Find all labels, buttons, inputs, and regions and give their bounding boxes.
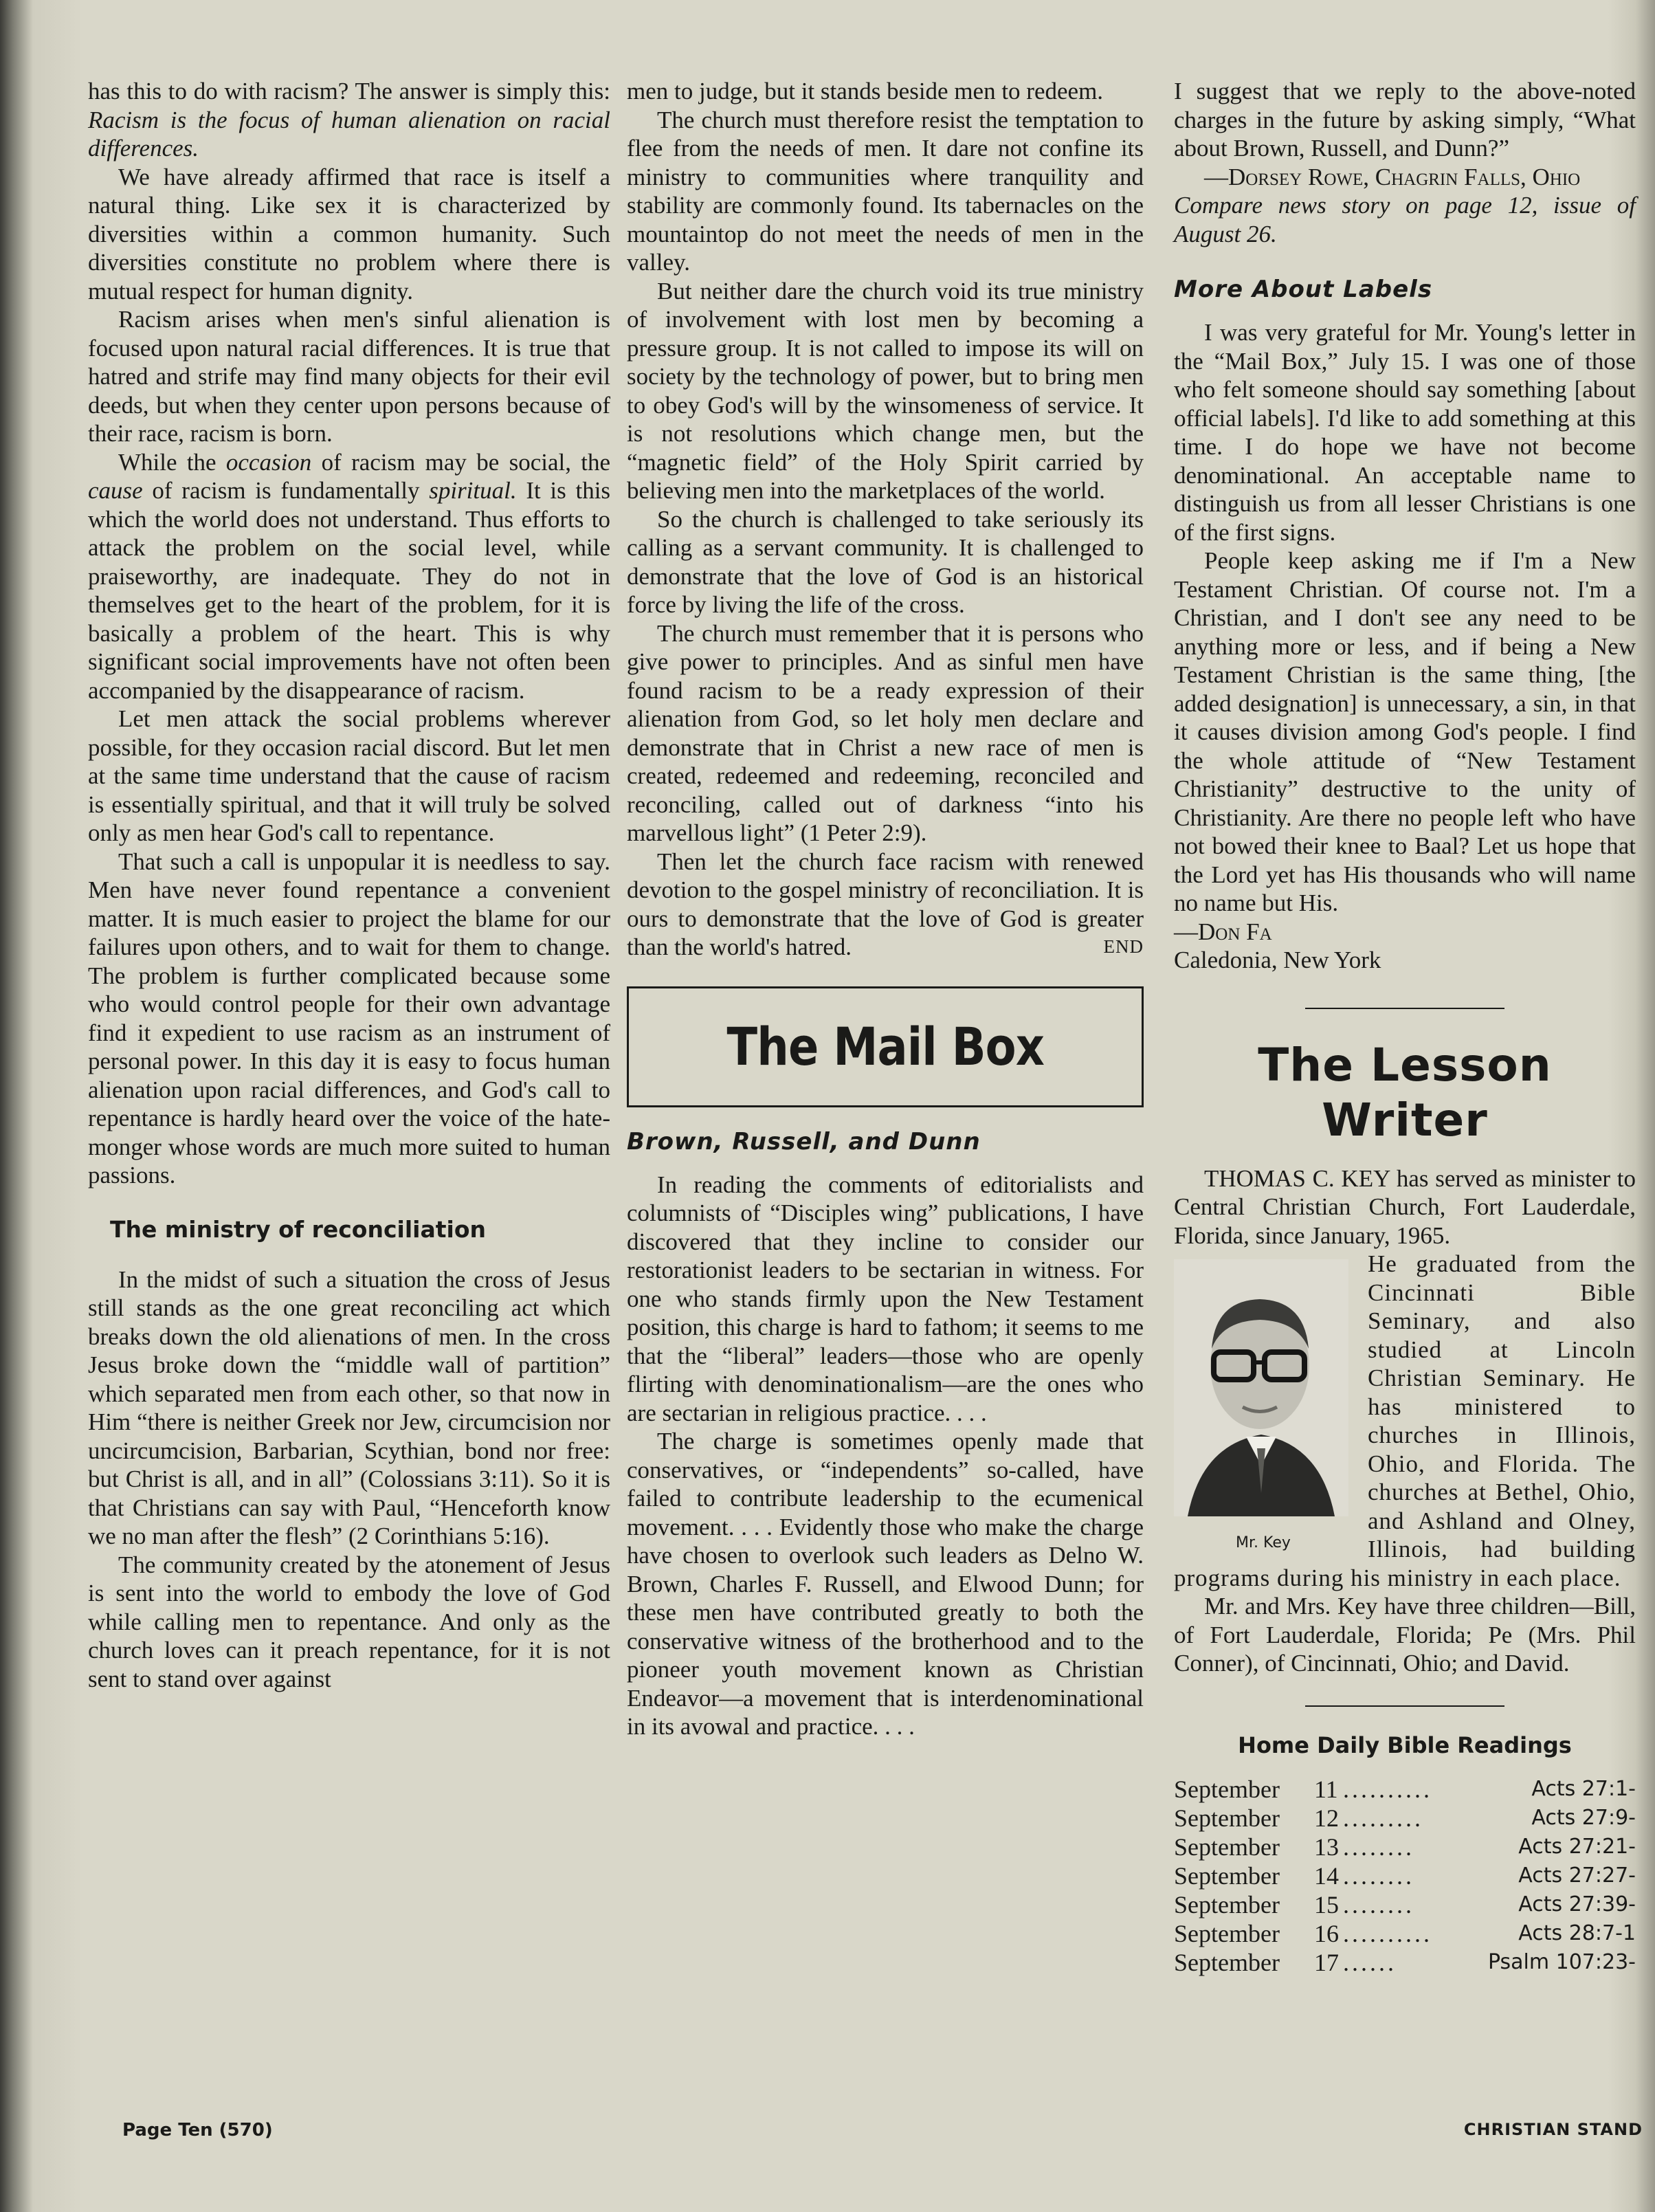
reading-dots: ...... [1343, 1949, 1397, 1976]
reading-row [1174, 1804, 1636, 1833]
text-run: Then let the church face racism with renewed devotion to the gospel ministry of reconciliation. It is ours to demonstrate that the love of God is greater than the world's hatred. [627, 848, 1144, 960]
end-mark: END [1103, 936, 1144, 957]
paragraph: Let men attack the social problems wherever possible, for they occasion racial discord. But let men at the same time understand that the cause of racism is essentially spiritual, and that it will truly be solved only as men hear God's call to repentance. [88, 705, 610, 846]
reading-ref: Acts 27:9- [1531, 1806, 1636, 1830]
paragraph: That such a call is unpopular it is needless to say. Men have never found repentance a convenient matter. It is much easier to project the blame for our failures upon others, and to wait for them to change. The problem is further complicated because some who would control people for their own advantage find it expedient to use racism as an instrument of personal power. In this day it is easy to focus human alienation upon racial differences, and God's call to repentance is hardly heard over the voice of the hate-monger whose words are much more suited to human passions. [88, 848, 610, 1188]
paragraph [627, 848, 1144, 962]
paragraph: Mr. and Mrs. Key have three children—Bill, of Fort Lauderdale, Florida; Pe (Mrs. Phil Conner), of Cincinnati, Ohio; and David. [1174, 1593, 1636, 1677]
letter-signature: —Dorsey Rowe, Chagrin Falls, Ohio [1204, 163, 1581, 190]
section-heading: The ministry of reconciliation [110, 1215, 486, 1243]
reading-ref: Acts 27:27- [1518, 1863, 1636, 1888]
reading-dots: ........ [1343, 1833, 1414, 1861]
portrait-figure [1174, 1259, 1353, 1558]
magazine-name: CHRISTIAN STAND [1463, 2120, 1643, 2139]
mail-box-banner [627, 986, 1144, 1107]
mail-box-title: The Mail Box [726, 1015, 1044, 1077]
reading-dots: .......... [1343, 1920, 1432, 1947]
reading-row [1174, 1775, 1636, 1804]
paragraph: He graduated from the Cincinnati Bible Seminary, and also studied at Lincoln Christian Seminary. He has ministered to churches in Illinois, Ohio, and Florida. The churches at Bethel, Ohio, and Ashland and Olney, Illinois, had building programs during his ministry in each place. [1174, 1250, 1636, 1591]
paragraph: The church must therefore resist the temptation to flee from the needs of men. It dare not confine its ministry to communities where tranquility and stability are commonly found. Its tabernacles on the mountaintop do not meet the needs of men in the valley. [627, 106, 1144, 276]
emphasis-text: Racism is the focus of human alienation on racial differences. [88, 106, 610, 162]
paragraph: In the midst of such a situation the cross of Jesus still stands as the one great reconciling act which breaks down the old alienations of men. In the cross Jesus broke down the “middle wall of partition” which separated men from each other, so that now in Him “there is neither Greek nor Jew, circumcision nor uncircumcision, Barbarian, Scythian, bond nor free: but Christ is all, and in all” (Colossians 3:11). So it is that Christians can say with Paul, “Henceforth know we no man after the flesh” (2 Corinthians 5:16). [88, 1265, 610, 1549]
letter-signature: —Don Fa [1174, 918, 1272, 945]
letter-heading: Brown, Russell, and Dunn [627, 1127, 981, 1155]
text-run: has this to do with racism? The answer is simply this: [88, 78, 610, 104]
paragraph: People keep asking me if I'm a New Testament Christian. Of course not. I'm a Christian, and I don't see any need to be anything more or less, and if being a New Testament Christian is the same thing, [the added designation] is unnecessary, a sin, in that it causes division among God's people. I find the whole attitude of “New Testament Christianity” destructive to the unity of Christianity. Are there no people left who have not bowed their knee to Baal? Let us hope that the Lord yet has His thousands who will name no name but His. [1174, 547, 1636, 916]
reading-month: September [1174, 1862, 1280, 1890]
reading-month: September [1174, 1804, 1280, 1832]
letter-heading: More About Labels [1174, 276, 1433, 303]
reading-ref: Acts 27:1- [1531, 1777, 1636, 1801]
paragraph: I suggest that we reply to the above-noted charges in the future by asking simply, “What about Brown, Russell, and Dunn?” [1174, 78, 1636, 162]
paragraph: But neither dare the church void its true ministry of involvement with lost men by becoming a pressure group. It is not called to impose its will on society by the technology of power, but to bring men to obey God's will by the winsomeness of service. It is not resolutions which change men, but the “magnetic field” of the Holy Spirit carried by believing men into the marketplaces of the world. [627, 277, 1144, 504]
paragraph: The charge is sometimes openly made that conservatives, or “independents” so-called, have failed to contribute leadership to the ecumenical movement. . . . Evidently those who make the charge have chosen to overlook such leaders as Delno W. Brown, Charles F. Russell, and Elwood Dunn; for these men have contributed greatly to both the conservative witness of the brotherhood and to the pioneer youth movement known as Christian Endeavor—a movement that is interdenominational in its avowal and practice. . . . [627, 1428, 1144, 1740]
reading-row [1174, 1919, 1636, 1948]
divider [1305, 1008, 1504, 1009]
lesson-writer-title: The Lesson Writer [1258, 1038, 1552, 1147]
reading-ref: Psalm 107:23- [1487, 1950, 1636, 1974]
reading-month: September [1174, 1833, 1280, 1861]
readings-title: Home Daily Bible Readings [1238, 1732, 1572, 1758]
text-run: While the [118, 448, 216, 476]
paragraph: We have already affirmed that race is itself a natural thing. Like sex it is characterized by diversities within a common humanity. Such diversities constitute no problem where there is mutual respect for human dignity. [88, 163, 610, 305]
portrait-image [1174, 1259, 1348, 1516]
readings-list [1174, 1775, 1636, 1977]
reading-row [1174, 1948, 1636, 1977]
page-number: Page Ten (570) [122, 2120, 273, 2141]
reading-row [1174, 1833, 1636, 1861]
paragraph: I was very grateful for Mr. Young's letter in the “Mail Box,” July 15. I was one of those who felt someone should say something [about official labels]. I'd like to add something at this time. I do hope we have not become denominational. An acceptable name to distinguish us from all lesser Christians is one of the first signs. [1174, 319, 1636, 546]
paragraph [88, 448, 610, 705]
reading-day: 16 [1314, 1920, 1339, 1947]
reading-month: September [1174, 1891, 1280, 1918]
reading-dots: ........ [1343, 1891, 1414, 1918]
emphasis-text: occasion [225, 448, 312, 476]
paragraph: THOMAS C. KEY has served as minister to Central Christian Church, Fort Lauderdale, Florida, since January, 1965. [1174, 1164, 1636, 1249]
divider [1305, 1705, 1504, 1707]
column-right [1174, 77, 1636, 1977]
reading-day: 15 [1314, 1891, 1339, 1918]
paragraph: Racism arises when men's sinful alienation is focused upon natural racial differences. It is true that hatred and strife may find many objects for their evil deeds, but when they center upon persons because of their race, racism is born. [88, 306, 610, 447]
reading-day: 14 [1314, 1862, 1339, 1890]
paragraph: men to judge, but it stands beside men to redeem. [627, 78, 1104, 104]
emphasis-text: cause [88, 477, 143, 504]
reading-month: September [1174, 1776, 1280, 1803]
portrait-photo [1174, 1259, 1348, 1516]
emphasis-text: spiritual. [429, 477, 517, 504]
reading-row [1174, 1890, 1636, 1919]
letter-location: Caledonia, New York [1174, 947, 1381, 973]
reading-dots: ......... [1343, 1804, 1423, 1832]
paragraph [88, 77, 610, 163]
paragraph: In reading the comments of editorialists and columnists of “Disciples wing” publications, I have discovered that they incline to consider our restorationist leaders to be sectarian in witness. For one who stands firmly upon the New Testament position, this charge is hard to fathom; it seems to me that the “liberal” leaders—those who are openly flirting with denominationalism—are the ones who are sectarian in religious practice. . . . [627, 1171, 1144, 1426]
reading-day: 13 [1314, 1833, 1339, 1861]
column-left [88, 77, 610, 1693]
reading-month: September [1174, 1920, 1280, 1947]
reading-day: 12 [1314, 1804, 1339, 1832]
text-run: of racism may be social, the [321, 448, 611, 476]
column-middle [627, 77, 1144, 1741]
paragraph: The church must remember that it is persons who give power to principles. And as sinful men have found racism to be a ready expression of their alienation from God, so let holy men declare and demonstrate that in Christ a new race of men is created, redeemed and redeeming, reconciled and reconciling, called out of darkness “into his marvellous light” (1 Peter 2:9). [627, 619, 1144, 846]
paragraph: The community created by the atonement of Jesus is sent into the world to embody the love of God while calling men to repentance. And only as the church loves can it preach repentance, for it is not sent to stand over against [88, 1551, 610, 1692]
reading-ref: Acts 27:21- [1518, 1835, 1636, 1859]
text-run: of racism is fundamentally [152, 477, 420, 504]
reading-month: September [1174, 1949, 1280, 1976]
paragraph: So the church is challenged to take seriously its calling as a servant community. It is challenged to demonstrate that the love of God is an historical force by living the life of the cross. [627, 505, 1144, 618]
reading-dots: ........ [1343, 1862, 1414, 1890]
editor-note: Compare news story on page 12, issue of August 26. [1174, 192, 1636, 247]
reading-day: 17 [1314, 1949, 1339, 1976]
reading-day: 11 [1314, 1776, 1338, 1803]
text-run: It is this which the world does not understand. Thus efforts to attack the problem on the social level, while praiseworthy, are inadequate. They do not in themselves get to the heart of the problem, for it is basically a problem of the heart. This is why significant social improvements have not often been accompanied by the disappearance of racism. [88, 477, 611, 704]
reading-row [1174, 1861, 1636, 1890]
reading-ref: Acts 28:7-1 [1518, 1921, 1636, 1945]
photo-caption: Mr. Key [1236, 1534, 1291, 1551]
reading-ref: Acts 27:39- [1518, 1892, 1636, 1916]
reading-dots: .......... [1343, 1776, 1432, 1803]
